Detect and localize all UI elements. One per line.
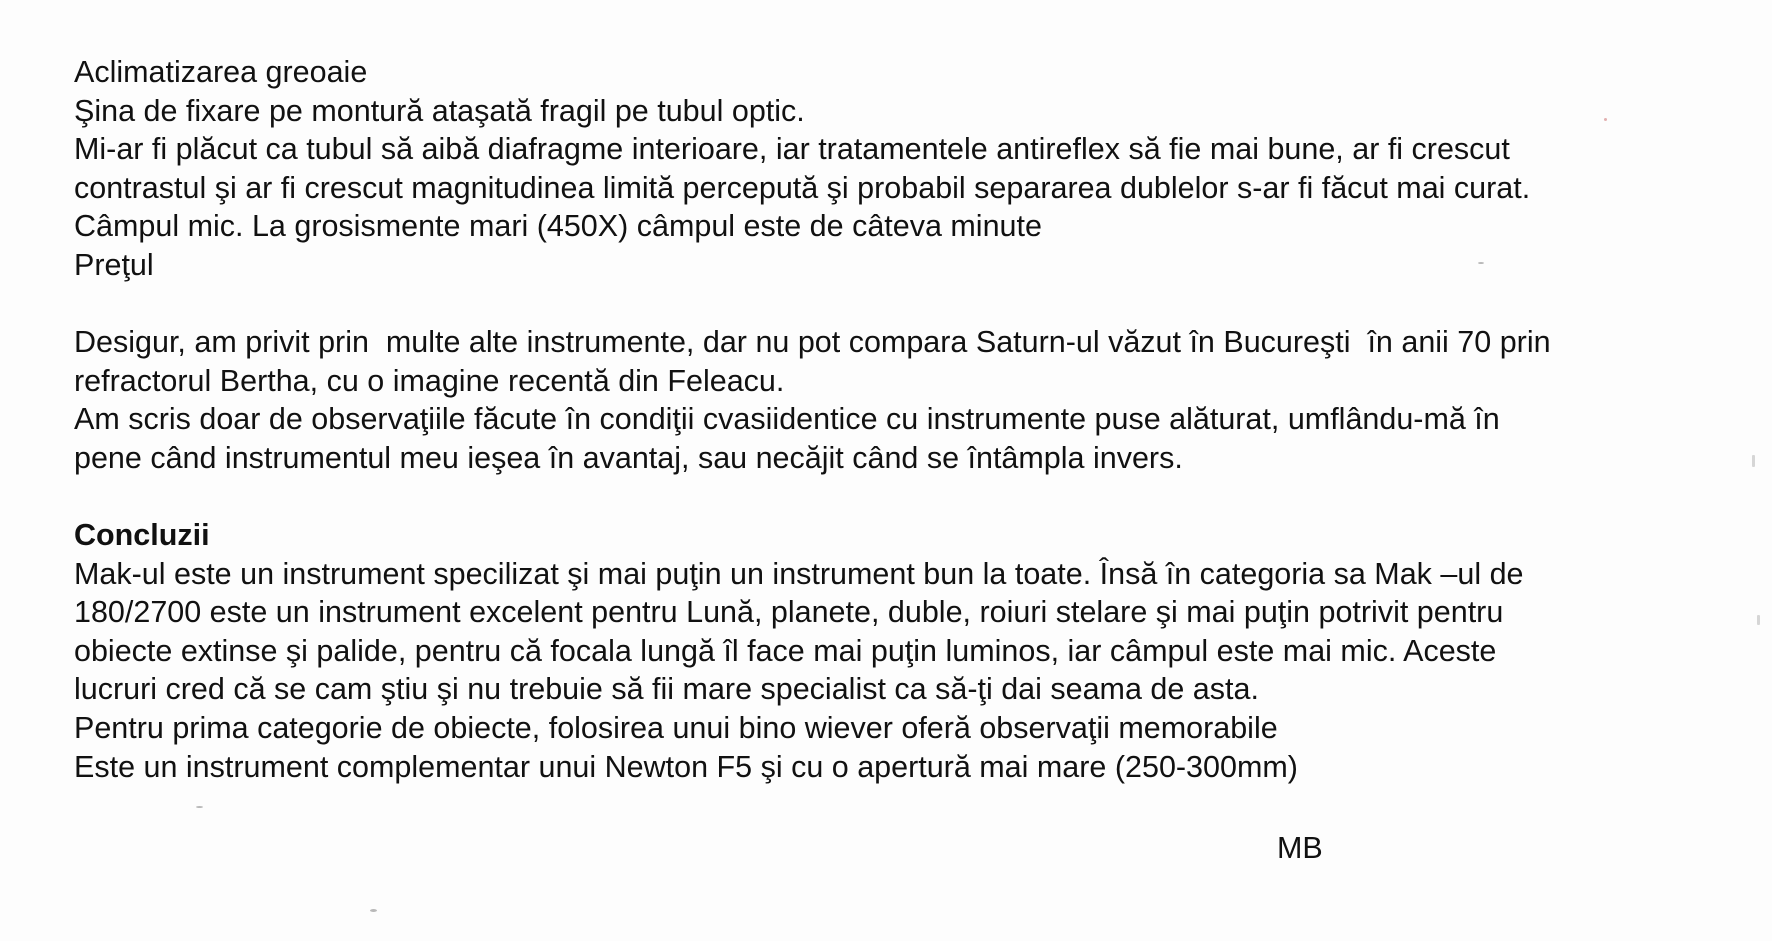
scan-speck bbox=[1478, 262, 1484, 264]
text-line: pene când instrumentul meu ieşea în avantaj, sau necăjit când se întâmpla invers. bbox=[74, 440, 1183, 475]
text-line: Şina de fixare pe montură ataşată fragil pe tubul optic. bbox=[74, 93, 805, 128]
text-line: obiecte extinse şi palide, pentru că focala lungă îl face mai puţin luminos, iar câmpul este mai mic. Aceste bbox=[74, 633, 1497, 668]
text-line: Este un instrument complementar unui Newton F5 şi cu o apertură mai mare (250-300mm) bbox=[74, 749, 1298, 784]
scan-speck bbox=[1604, 118, 1607, 121]
scan-speck bbox=[1752, 455, 1755, 467]
conclusions-section bbox=[74, 516, 1714, 786]
drawbacks-paragraph bbox=[74, 53, 1714, 285]
text-line: 180/2700 este un instrument excelent pentru Lună, planete, duble, roiuri stelare şi mai puţin potrivit pentru bbox=[74, 595, 1504, 630]
text-line: refractorul Bertha, cu o imagine recentă din Feleacu. bbox=[74, 363, 785, 398]
text-line: Mi-ar fi plăcut ca tubul să aibă diafragme interioare, iar tratamentele antireflex să fie mai bune, ar fi crescut bbox=[74, 132, 1510, 167]
comparison-paragraph bbox=[74, 323, 1714, 477]
author-signature: MB bbox=[1277, 831, 1323, 865]
text-line: Aclimatizarea greoaie bbox=[74, 55, 368, 89]
text-line: lucruri cred că se cam ştiu şi nu trebuie să fii mare specialist ca să-ţi dai seama de asta. bbox=[74, 672, 1259, 707]
text-line: Desigur, am privit prin multe alte instrumente, dar nu pot compara Saturn-ul văzut în Bucureşti în anii 70 prin bbox=[74, 325, 1551, 359]
text-line: contrastul şi ar fi crescut magnitudinea limită percepută şi probabil separarea dublelor s-ar fi făcut mai curat. bbox=[74, 170, 1531, 205]
conclusions-heading: Concluzii bbox=[74, 518, 210, 552]
text-line: Câmpul mic. La grosismente mari (450X) câmpul este de câteva minute bbox=[74, 209, 1042, 244]
text-line: Am scris doar de observaţiile făcute în condiţii cvasiidentice cu instrumente puse alăturat, umflându-mă în bbox=[74, 402, 1500, 437]
scan-speck bbox=[370, 909, 377, 912]
scan-speck bbox=[1757, 615, 1760, 625]
text-line: Preţul bbox=[74, 247, 154, 282]
text-line: Pentru prima categorie de obiecte, folosirea unui bino wiever oferă observaţii memorabile bbox=[74, 710, 1278, 745]
scan-speck bbox=[196, 806, 203, 808]
text-line: Mak-ul este un instrument specilizat şi mai puţin un instrument bun la toate. Însă în categoria sa Mak –ul de bbox=[74, 556, 1524, 591]
